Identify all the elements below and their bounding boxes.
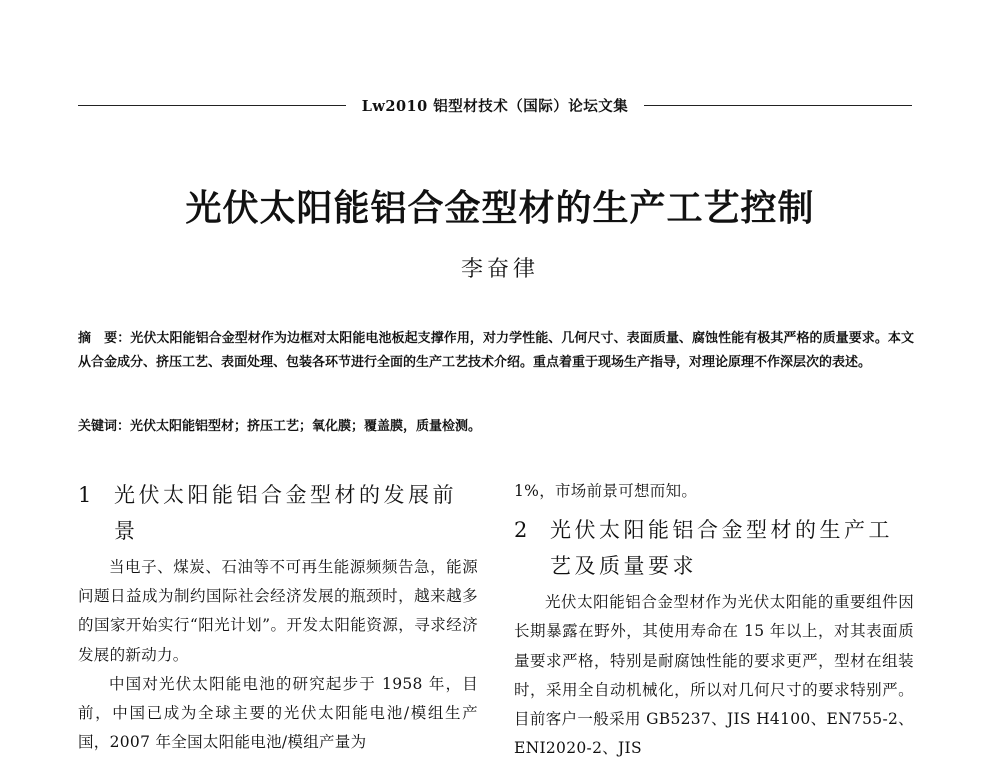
running-header-text: Lw2010 铝型材技术（国际）论坛文集 <box>361 97 629 115</box>
keywords-label: 关键词： <box>78 419 131 434</box>
abstract <box>78 327 914 374</box>
section-1-paragraph-2: 中国对光伏太阳能电池的研究起步于 1958 年，目前，中国已成为全球主要的光伏太阳能电池/模组生产国，2007 年全国太阳能电池/模组产量为 <box>78 674 478 752</box>
section-2-paragraph-1: 光伏太阳能铝合金型材作为光伏太阳能的重要组件因长期暴露在野外，其使用寿命在 15 年以上，对其表面质量要求严格，特别是耐腐蚀性能的要求更严，型材在组装时，采用全自动机械化，所以对几何尺寸的要求特别严。目前客户一般采用 GB5237、JIS H4100、EN755-2、ENI2020-2、JIS <box>514 593 914 758</box>
running-header <box>78 93 912 117</box>
author-name: 李奋律 <box>460 257 539 282</box>
keywords-text: 光伏太阳能铝型材；挤压工艺；氧化膜；覆盖膜，质量检测。 <box>130 419 482 434</box>
abstract-label: 摘 要： <box>78 331 131 346</box>
section-1-number: 1 <box>78 483 92 507</box>
section-1-title: 光伏太阳能铝合金型材的发展前景 <box>114 483 457 543</box>
section-1-paragraph-1: 当电子、煤炭、石油等不可再生能源频频告急，能源问题日益成为制约国际社会经济发展的瓶颈时，越来越多的国家开始实行“阳光计划”。开发太阳能资源，寻求经济发展的新动力。 <box>78 558 478 664</box>
right-column <box>514 477 914 763</box>
abstract-text: 光伏太阳能铝合金型材作为边框对太阳能电池板起支撑作用，对力学性能、几何尺寸、表面质量、腐蚀性能有极其严格的质量要求。本文从合金成分、挤压工艺、表面处理、包装各环节进行全面的生产工艺技术介绍。重点着重于现场生产指导，对理论原理不作深层次的表述。 <box>78 331 914 370</box>
header-rule-right <box>644 105 912 106</box>
left-column <box>78 477 478 757</box>
section-2-number: 2 <box>514 518 528 543</box>
paper-title: 光伏太阳能铝合金型材的生产工艺控制 <box>185 187 815 229</box>
section-2-title: 光伏太阳能铝合金型材的生产工艺及质量要求 <box>550 518 893 579</box>
header-rule-left <box>78 105 346 106</box>
section-1-heading <box>78 477 478 549</box>
keywords <box>78 415 914 439</box>
section-2-heading <box>514 512 914 584</box>
section-1-continuation: 1%，市场前景可想而知。 <box>514 482 698 500</box>
